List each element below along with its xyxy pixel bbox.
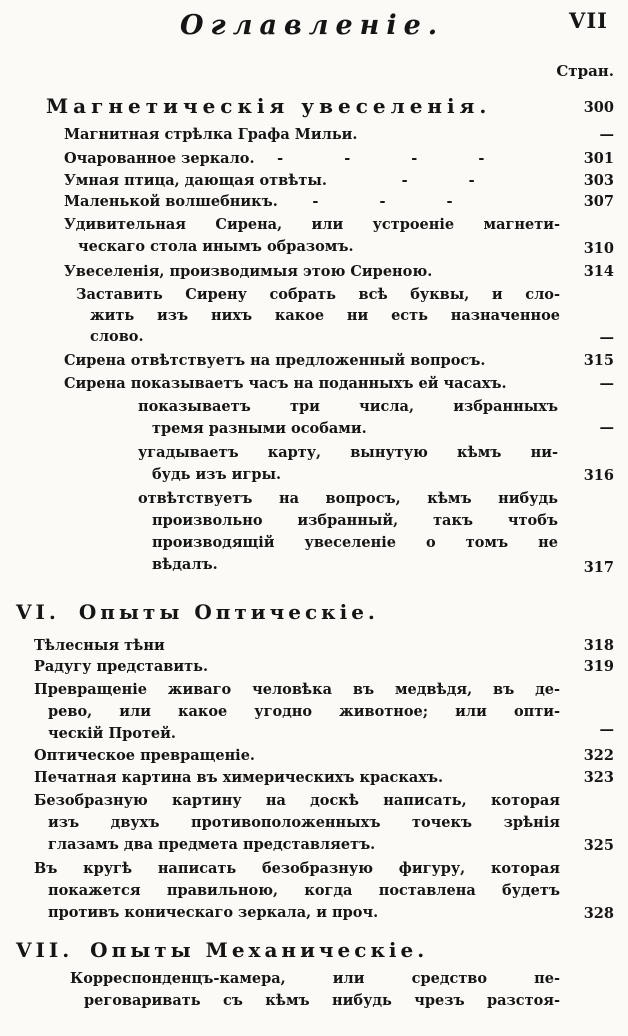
toc-entry xyxy=(64,125,357,145)
toc-entry xyxy=(64,192,481,212)
entry-page: 323 xyxy=(583,769,614,786)
section-page-magnetic: 300 xyxy=(583,99,614,116)
entry-line: Превращеніе живаго человѣка въ медвѣдя, въ де- xyxy=(34,681,560,698)
entry-line: Заставить Сирену собрать всѣ буквы, и сло- xyxy=(76,286,560,303)
entry-line: изъ двухъ противоположенныхъ точекъ зрѣнія xyxy=(48,814,560,831)
entry-text: Радугу представить. xyxy=(34,658,209,675)
entry-line: вѣдалъ. xyxy=(152,556,218,573)
entry-line: показываетъ три числа, избранныхъ xyxy=(138,398,558,415)
entry-line: Безобразную картину на доскѣ написать, которая xyxy=(34,792,560,809)
entry-line: тремя разными особами. xyxy=(152,420,367,437)
toc-entry xyxy=(64,214,560,258)
section-title-mechanical xyxy=(16,938,428,962)
entry-text: Тѣлесныя тѣни xyxy=(34,637,165,654)
entry-line: противъ коническаго зеркала, и проч. xyxy=(48,904,379,921)
toc-entry xyxy=(64,374,507,394)
toc-entry xyxy=(34,679,560,745)
toc-entry xyxy=(138,396,558,440)
entry-line: Корреспонденцъ-камера, или средство пе- xyxy=(70,970,560,987)
page-title: Оглавленіе. xyxy=(180,10,445,41)
entry-line: глазамъ два предмета представляетъ. xyxy=(48,836,376,853)
entry-text: Оптическое превращеніе. xyxy=(34,747,255,764)
entry-page: — xyxy=(599,329,614,346)
entry-line: реговаривать съ кѣмъ нибудь чрезъ разстоя- xyxy=(84,992,560,1009)
entry-page: 301 xyxy=(583,150,614,167)
entry-line: Удивительная Сирена, или устроеніе магнети- xyxy=(64,216,560,233)
entry-page: 319 xyxy=(583,658,614,675)
leader-dots: - - - - xyxy=(277,150,513,167)
entry-page: 325 xyxy=(583,837,614,854)
entry-page: 328 xyxy=(583,905,614,922)
entry-line: жить изъ нихъ какое ни есть назначенное xyxy=(90,307,560,324)
entry-page: — xyxy=(599,375,614,392)
entry-page: 315 xyxy=(583,352,614,369)
toc-entry xyxy=(34,790,560,856)
toc-entry xyxy=(138,488,558,576)
entry-line: производящій увеселеніе о томъ не xyxy=(152,534,558,551)
toc-entry xyxy=(34,858,560,924)
entry-page: — xyxy=(599,419,614,436)
leader-dots: - - xyxy=(401,172,503,189)
toc-entry xyxy=(34,746,255,766)
section-number: VII. xyxy=(16,938,74,962)
page-column-label: Стран. xyxy=(556,62,614,80)
leader-dots: - - - xyxy=(312,193,481,210)
entry-line: ческій Протей. xyxy=(48,725,176,742)
section-title-magnetic xyxy=(46,94,491,118)
section-number: VI. xyxy=(16,600,60,624)
entry-page: — xyxy=(599,126,614,143)
entry-page: 310 xyxy=(583,240,614,257)
toc-entry xyxy=(64,262,432,282)
entry-text: Маленькой волшебникъ. xyxy=(64,193,278,210)
entry-line: угадываетъ карту, вынутую кѣмъ ни- xyxy=(138,444,558,461)
entry-text: Печатная картина въ химерическихъ краскахъ. xyxy=(34,769,444,786)
entry-text: Сирена отвѣтствуетъ на предложенный вопросъ. xyxy=(64,352,486,369)
entry-page: — xyxy=(599,721,614,738)
toc-entry xyxy=(70,968,560,1012)
entry-line: будь изъ игры. xyxy=(152,466,282,483)
toc-entry xyxy=(138,442,558,486)
toc-entry xyxy=(34,636,165,656)
entry-text: Увеселенія, производимыя этою Сиреною. xyxy=(64,263,433,280)
entry-page: 314 xyxy=(583,263,614,280)
entry-page: 322 xyxy=(583,747,614,764)
entry-text: Сирена показываетъ часъ на поданныхъ ей часахъ. xyxy=(64,375,507,392)
toc-entry xyxy=(64,351,485,371)
toc-entry xyxy=(76,284,560,347)
entry-page: 318 xyxy=(583,637,614,654)
toc-entry xyxy=(64,149,512,169)
toc-entry xyxy=(64,171,503,191)
page-number: VII xyxy=(569,8,608,33)
entry-line: слово. xyxy=(90,328,144,345)
entry-page: 316 xyxy=(583,467,614,484)
entry-text: Очарованное зеркало. xyxy=(64,150,255,167)
section-title-text: Опыты Оптическіе. xyxy=(78,600,379,624)
entry-page: 307 xyxy=(583,193,614,210)
entry-line: отвѣтствуетъ на вопросъ, кѣмъ нибудь xyxy=(138,490,558,507)
page-header xyxy=(0,4,628,44)
entry-text: Магнитная стрѣлка Графа Мильи. xyxy=(64,126,358,143)
section-title-optical xyxy=(16,600,379,624)
entry-text: Умная птица, дающая отвѣты. xyxy=(64,172,327,189)
entry-line: рево, или какое угодно животное; или опти- xyxy=(48,703,560,720)
entry-line: покажется правильною, когда поставлена будетъ xyxy=(48,882,560,899)
entry-line: ческаго стола инымъ образомъ. xyxy=(78,238,354,255)
entry-line: Въ кругѣ написать безобразную фигуру, которая xyxy=(34,860,560,877)
entry-page: 317 xyxy=(583,559,614,576)
toc-entry xyxy=(34,768,443,788)
toc-entry xyxy=(34,657,208,677)
section-title-text: Опыты Механическіе. xyxy=(90,938,429,962)
entry-page: 303 xyxy=(583,172,614,189)
entry-line: произвольно избранный, такъ чтобъ xyxy=(152,512,558,529)
section-title-text: Магнетическія увеселенія. xyxy=(46,94,492,118)
